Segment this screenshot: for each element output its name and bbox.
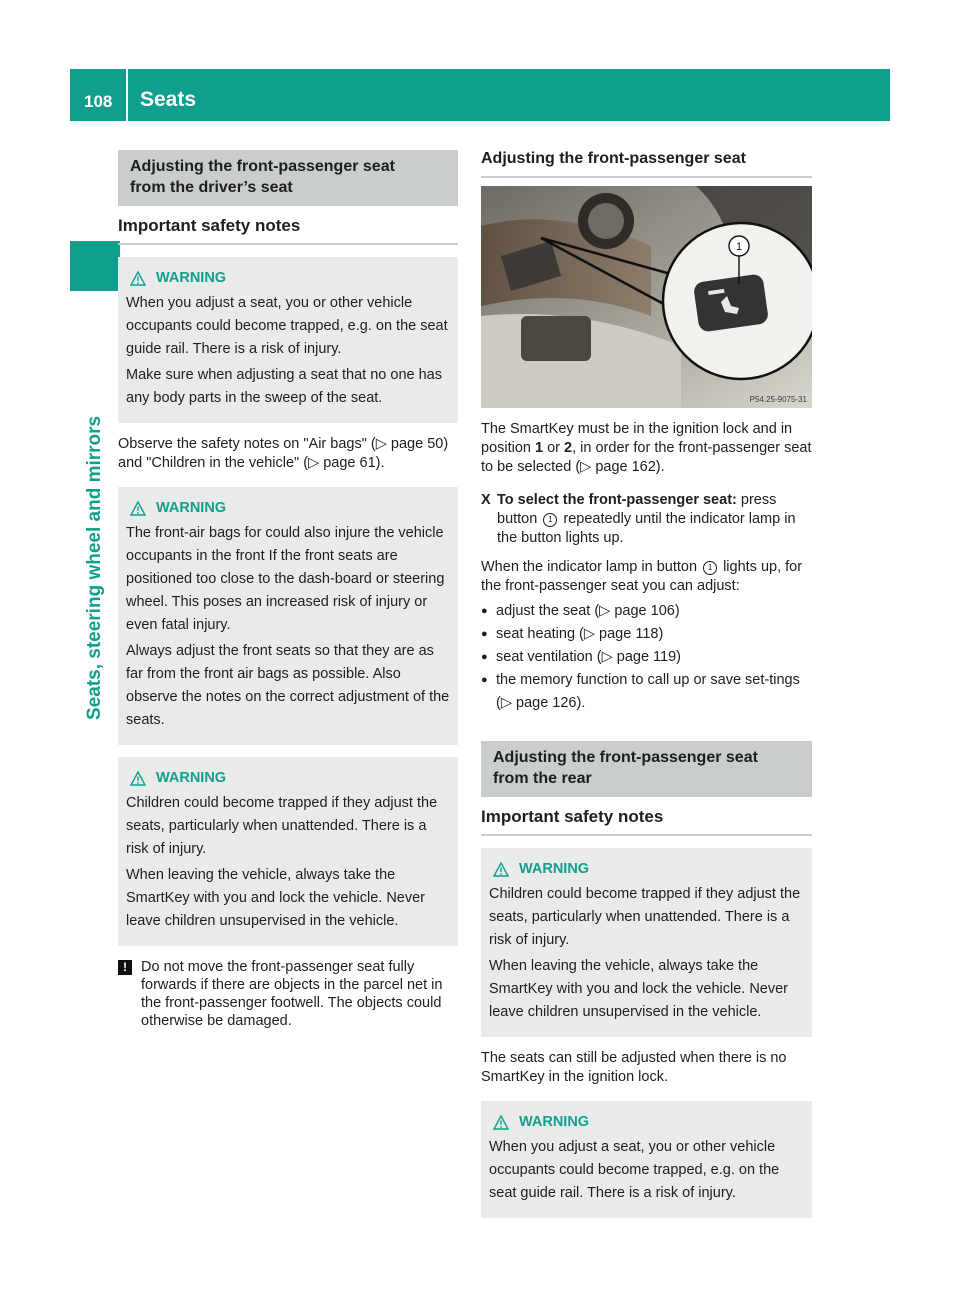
list-item (481, 623, 812, 646)
warning-title (489, 858, 804, 881)
text-span: repeatedly until the indicator lamp in the button lights up. (497, 511, 796, 546)
position-1: 1 (535, 440, 544, 456)
text-span: or (543, 440, 565, 456)
list-item (481, 600, 812, 623)
warning-label: WARNING (519, 861, 590, 877)
warning-text: When leaving the vehicle, always take the SmartKey with you and lock the vehicle. Never leave children unsupervised in the vehicle. (489, 958, 788, 1020)
text-span: The SmartKey must be in the ignition lock and in position (481, 421, 793, 456)
figure-callout-1: 1 (735, 241, 743, 253)
warning-title (489, 1111, 804, 1134)
warning-title (126, 767, 450, 790)
warning-label: WARNING (156, 770, 227, 786)
list-item (481, 646, 812, 669)
warning-text: Always adjust the front seats so that they are as far from the front air bags as possible. Also observe the notes on the correct adjustment of the seats. (126, 643, 450, 728)
note (118, 958, 458, 1030)
warning-triangle-icon (130, 501, 146, 516)
warning-label: WARNING (156, 500, 227, 516)
note-text: Do not move the front-passenger seat fully forwards if there are objects in the parcel net in the front-passenger footwell. The objects could otherwise be damaged. (141, 959, 443, 1029)
action-bold-text: To select the front-passenger seat: (497, 492, 737, 508)
warning-text: Children could become trapped if they adjust the seats, particularly when unattended. There is a risk of injury. (126, 795, 438, 857)
warning-title (126, 497, 450, 520)
left-column (118, 150, 458, 1030)
still-adjust-paragraph: The seats can still be adjusted when there is no SmartKey in the ignition lock. (481, 1050, 787, 1085)
warning-text: The front-air bags for could also injure the vehicle occupants in the front If the front seats are positioned too close to the dash-board or steering wheel. This poses an increased risk of injury or even fatal injury. (126, 525, 445, 633)
bullet-icon: ● (481, 628, 488, 640)
warning-box (118, 757, 458, 946)
right-column (481, 150, 812, 1230)
chapter-side-label: Seats, steering wheel and mirrors (84, 415, 105, 720)
warning-triangle-icon (493, 862, 509, 877)
section-heading (481, 741, 812, 797)
action-arrow-icon: X (481, 492, 491, 508)
smartkey-paragraph (481, 420, 812, 477)
warning-triangle-icon (130, 771, 146, 786)
warning-text: When you adjust a seat, you or other vehicle occupants could become trapped, e.g. on the seat guide rail. There is a risk of injury. (126, 295, 448, 357)
section-heading: Adjusting the front-passenger seat (481, 150, 812, 178)
action-step (481, 491, 812, 548)
subsection-heading: Important safety notes (481, 797, 812, 836)
warning-box (118, 487, 458, 745)
warning-label: WARNING (519, 1114, 590, 1130)
button-1-icon: 1 (703, 561, 717, 575)
section-heading (118, 150, 458, 206)
section-heading-line2: from the rear (493, 770, 592, 787)
text-span: press button (497, 492, 777, 527)
exclamation-icon: ! (118, 960, 132, 975)
warning-triangle-icon (130, 271, 146, 286)
door-panel-illustration (481, 186, 812, 408)
section-heading-line1: Adjusting the front-passenger seat (130, 158, 395, 175)
action-text (497, 491, 812, 548)
warning-text: Make sure when adjusting a seat that no one has any body parts in the sweep of the seat. (126, 367, 442, 406)
bullet-icon: ● (481, 651, 488, 663)
section-heading-line1: Adjusting the front-passenger seat (493, 749, 758, 766)
warning-label: WARNING (156, 270, 227, 286)
list-item-text: the memory function to call up or save set-tings (▷ page 126). (496, 672, 800, 711)
door-panel-figure (481, 186, 812, 408)
bullet-icon: ● (481, 674, 488, 686)
observe-paragraph: Observe the safety notes on "Air bags" (▷ page 50) and "Children in the vehicle" (▷ page 61). (118, 436, 449, 471)
text-span: , in order for the front-passenger seat to be selected (▷ page 162). (481, 440, 812, 475)
list-item-text: adjust the seat (▷ page 106) (496, 603, 680, 619)
warning-text: When leaving the vehicle, always take the SmartKey with you and lock the vehicle. Never leave children unsupervised in the vehicle. (126, 867, 425, 929)
chapter-tab-marker (70, 241, 120, 291)
list-item (481, 669, 812, 715)
warning-box (481, 848, 812, 1037)
warning-title (126, 267, 450, 290)
bullet-icon: ● (481, 605, 488, 617)
adjust-options-list (481, 600, 812, 715)
subsection-heading: Important safety notes (118, 206, 458, 245)
page-number: 108 (84, 92, 113, 111)
position-2: 2 (564, 440, 573, 456)
section-heading-line2: from the driver’s seat (130, 179, 293, 196)
figure-code: P54.25-9075-31 (749, 395, 807, 404)
page-title: Seats (140, 88, 197, 111)
button-1-icon: 1 (543, 513, 557, 527)
indicator-paragraph (481, 558, 812, 596)
text-span: lights up, for the front-passenger seat you can adjust: (481, 559, 803, 594)
warning-box (481, 1101, 812, 1218)
header-divider (126, 69, 128, 121)
warning-text: Children could become trapped if they adjust the seats, particularly when unattended. There is a risk of injury. (489, 886, 801, 948)
warning-box (118, 257, 458, 423)
list-item-text: seat ventilation (▷ page 119) (496, 649, 681, 665)
text-span: When the indicator lamp in button (481, 559, 702, 575)
list-item-text: seat heating (▷ page 118) (496, 626, 664, 642)
warning-text: When you adjust a seat, you or other vehicle occupants could become trapped, e.g. on the seat guide rail. There is a risk of injury. (489, 1139, 780, 1201)
warning-triangle-icon (493, 1115, 509, 1130)
